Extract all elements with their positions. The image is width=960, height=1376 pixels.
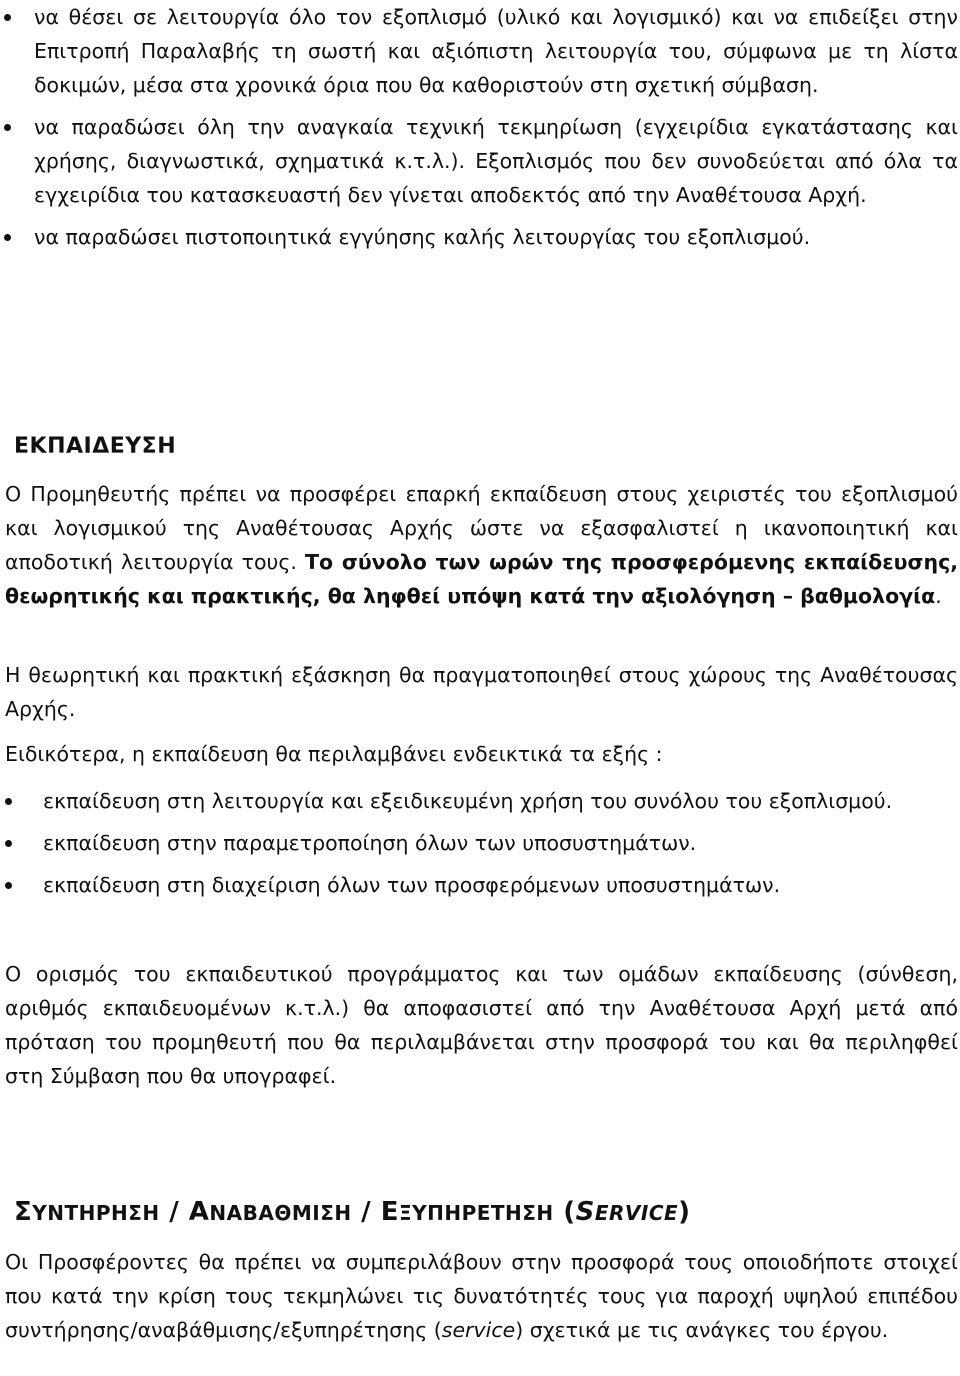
bullet-icon <box>4 124 11 131</box>
training-paragraph-4: Ο ορισμός του εκπαιδευτικού προγράμματος και των ομάδων εκπαίδευσης (σύνθεση, αριθμός εκπαιδευομένων κ.τ.λ.) θα αποφασιστεί από την Αναθέτουσα Αρχή μετά από πρόταση του προμηθευτή που θα περιλαμβάνεται στην προσφορά του και θα περιληφθεί στη Σύμβαση που θα υπογραφεί. <box>5 962 958 1088</box>
service-paragraph-text: Οι Προσφέροντες θα πρέπει να συμπεριλάβουν στην προσφορά τους οποιοδήποτε στοιχεί που κατά την κρίση τους τεκμηλώνει τις δυνατότητές τους για παροχή υψηλού επιπέδου συντήρησης/αναβάθμισης/εξυπηρέτησης ( <box>5 1250 958 1342</box>
bullet-icon <box>5 798 12 805</box>
bullet-icon <box>4 14 11 21</box>
list-item <box>0 110 958 212</box>
list-item <box>0 220 958 254</box>
training-bullet-list <box>5 784 958 910</box>
heading-initial: Ε <box>380 1197 399 1227</box>
training-paragraph-2: Η θεωρητική και πρακτική εξάσκηση θα πραγματοποιηθεί στους χώρους της Αναθέτουσας Αρχής. <box>5 663 958 721</box>
heading-part: ΝΑΒΑΘΜΙΣΗ <box>209 1201 352 1225</box>
heading-part: ERVICE <box>594 1201 679 1225</box>
list-item-text: να θέσει σε λειτουργία όλο τον εξοπλισμό (υλικό και λογισμικό) και να επιδείξει στην Επιτροπή Παραλαβής τη σωστή και αξιόπιστη λειτουργία του, σύμφωνα με τη λίστα δοκιμών, μέσα στα χρονικά όρια που θα καθοριστούν στη σχετική σύμβαση. <box>34 5 958 97</box>
bullet-icon <box>4 234 11 241</box>
training-paragraph-3: Ειδικότερα, η εκπαίδευση θα περιλαμβάνει ενδεικτικά τα εξής : <box>5 742 663 766</box>
service-paragraph-italic: service <box>441 1318 516 1342</box>
list-item-text: να παραδώσει όλη την αναγκαία τεχνική τεκμηρίωση (εγχειρίδια εγκατάστασης και χρήσης, διαγνωστικά, σχηματικά κ.τ.λ.). Εξοπλισμός που δεν συνοδεύεται από όλα τα εγχειρίδια του κατασκευαστή δεν γίνεται αποδεκτός από την Αναθέτουσα Αρχή. <box>34 115 958 207</box>
bullet-icon <box>5 882 12 889</box>
training-paragraph-1-bold: Το σύνολο των ωρών της προσφερόμενης εκπαίδευσης, θεωρητικής και πρακτικής, θα ληφθεί υπόψη κατά την αξιολόγηση – βαθμολογία <box>5 550 959 608</box>
bullet-icon <box>5 840 12 847</box>
training-paragraph-1 <box>5 477 958 613</box>
service-heading <box>14 1195 691 1231</box>
heading-separator: / <box>351 1197 381 1227</box>
list-item <box>5 826 958 860</box>
top-bullet-list <box>0 0 958 262</box>
heading-paren-open: ( <box>553 1197 576 1227</box>
training-paragraph-1-end: . <box>935 584 942 608</box>
heading-initial: Α <box>188 1197 210 1227</box>
training-heading: ΕΚΠΑΙΔΕΥΣΗ <box>14 434 177 459</box>
heading-initial: Σ <box>14 1197 33 1227</box>
service-paragraph <box>5 1245 958 1347</box>
list-item-text: εκπαίδευση στη διαχείριση όλων των προσφερόμενων υποσυστημάτων. <box>43 873 781 897</box>
heading-part: ΞΥΠΗΡΕΤΗΣΗ <box>398 1201 554 1225</box>
heading-paren-close: ) <box>678 1197 691 1227</box>
heading-initial: S <box>575 1197 595 1227</box>
heading-separator: / <box>159 1197 189 1227</box>
list-item <box>5 784 958 818</box>
list-item-text: εκπαίδευση στην παραμετροποίηση όλων των υποσυστημάτων. <box>43 831 697 855</box>
service-paragraph-end: ) σχετικά με τις ανάγκες του έργου. <box>515 1318 889 1342</box>
list-item-text: εκπαίδευση στη λειτουργία και εξειδικευμένη χρήση του συνόλου του εξοπλισμού. <box>43 789 893 813</box>
list-item <box>0 0 958 102</box>
heading-part: ΥΝΤΗΡΗΣΗ <box>32 1201 160 1225</box>
list-item-text: να παραδώσει πιστοποιητικά εγγύησης καλής λειτουργίας του εξοπλισμού. <box>34 225 811 249</box>
training-paragraph-1-text: Ο Προμηθευτής πρέπει να προσφέρει επαρκή εκπαίδευση στους χειριστές του εξοπλισμού και λογισμικού της Αναθέτουσας Αρχής ώστε να εξασφαλιστεί η ικανοποιητική και αποδοτική λειτουργία τους. <box>5 482 958 574</box>
list-item <box>5 868 958 902</box>
